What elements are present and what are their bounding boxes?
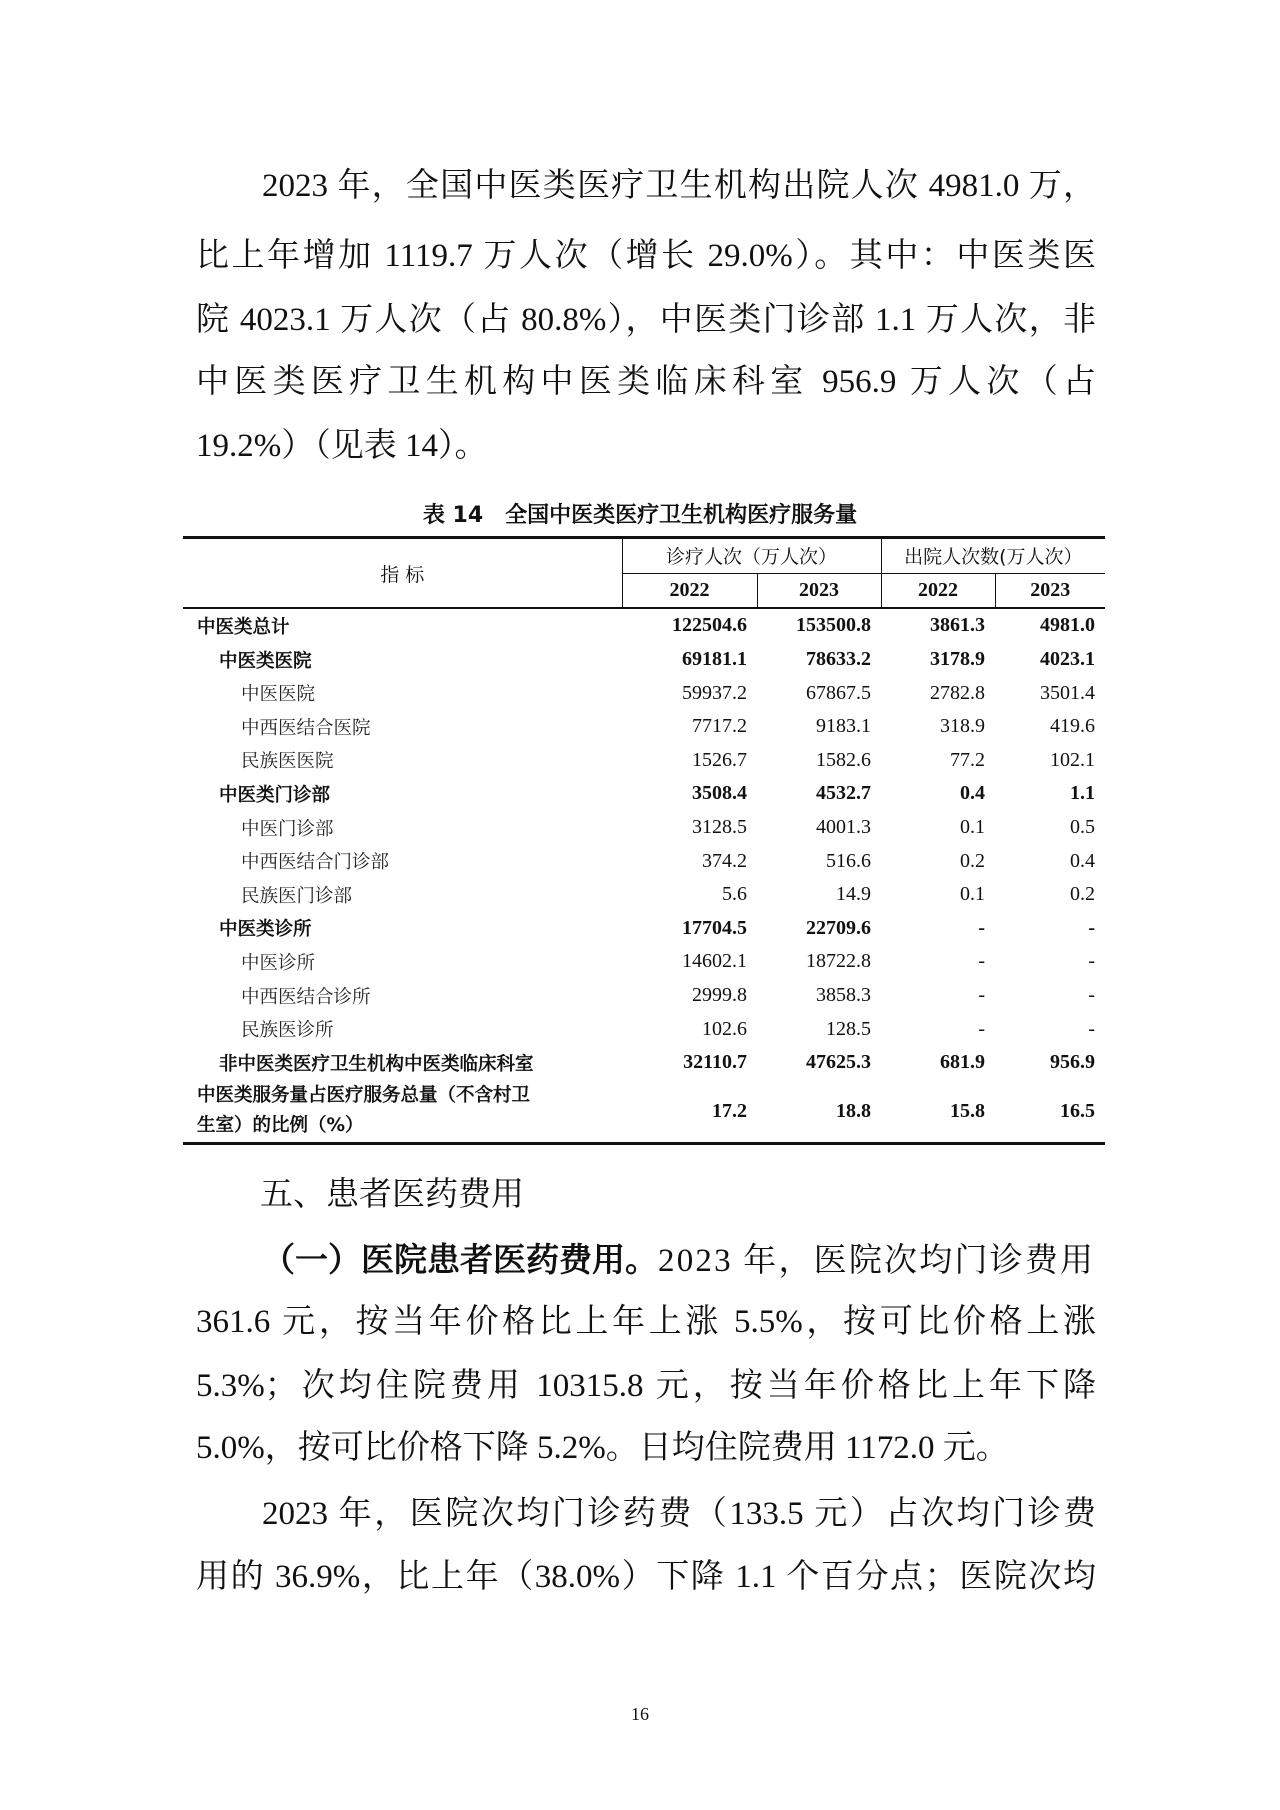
table-row bbox=[183, 777, 1105, 811]
row-label: 中西医结合医院 bbox=[241, 717, 371, 739]
cell-value: 102.1 bbox=[1050, 748, 1096, 771]
cell-value: 18722.8 bbox=[806, 950, 872, 973]
header-year: 2023 bbox=[995, 573, 1105, 608]
cell-value: 4001.3 bbox=[816, 816, 872, 839]
table-row bbox=[183, 676, 1105, 710]
cell-value: 78633.2 bbox=[806, 648, 872, 671]
text-line: 5.3%；次均住院费用 10315.8 元，按当年价格比上年下降 bbox=[196, 1368, 1096, 1404]
header-indicator: 指 标 bbox=[183, 538, 622, 609]
cell-value: 3501.4 bbox=[1040, 681, 1096, 704]
table-row bbox=[183, 710, 1105, 744]
cell-value: 128.5 bbox=[826, 1017, 872, 1040]
text-line: 用的 36.9%，比上年（38.0%）下降 1.1 个百分点；医院次均 bbox=[196, 1559, 1096, 1595]
cell-value: 67867.5 bbox=[806, 681, 872, 704]
table-row bbox=[183, 744, 1105, 778]
cell-value: 14602.1 bbox=[682, 950, 747, 973]
page-number: 16 bbox=[631, 1704, 649, 1724]
cell-value: 3858.3 bbox=[816, 984, 872, 1007]
header-year: 2023 bbox=[757, 573, 881, 608]
row-label-line: 生室）的比例（%） bbox=[197, 1114, 364, 1136]
table-row bbox=[183, 844, 1105, 878]
text-span: 2023 年，医院次均门诊费用 bbox=[658, 1243, 1096, 1279]
cell-value: 102.6 bbox=[702, 1017, 747, 1040]
cell-value: 0.5 bbox=[1070, 816, 1096, 839]
header-group-visits: 诊疗人次（万人次） bbox=[622, 538, 881, 574]
cell-value: 77.2 bbox=[950, 748, 986, 771]
cell-value: 153500.8 bbox=[796, 614, 872, 637]
table-row bbox=[183, 811, 1105, 845]
cell-value: 59937.2 bbox=[682, 681, 747, 704]
row-label: 中医门诊部 bbox=[241, 818, 334, 840]
row-label: 民族医医院 bbox=[241, 751, 334, 773]
header-year: 2022 bbox=[622, 573, 757, 608]
cell-value: 17.2 bbox=[622, 1080, 757, 1144]
cell-value: - bbox=[1088, 950, 1096, 973]
table-row bbox=[183, 912, 1105, 946]
cell-value: 1582.6 bbox=[816, 748, 872, 771]
text-line bbox=[262, 1240, 1096, 1281]
row-label: 中医类诊所 bbox=[219, 919, 312, 941]
cell-value: - bbox=[978, 1017, 986, 1040]
cell-value: 4532.7 bbox=[816, 782, 872, 805]
row-label: 中医类医院 bbox=[219, 650, 312, 672]
cell-value: 0.1 bbox=[960, 816, 986, 839]
header-group-discharges: 出院人次数(万人次） bbox=[881, 538, 1105, 574]
cell-value: 0.2 bbox=[960, 849, 986, 872]
cell-value: - bbox=[978, 984, 986, 1007]
section-heading: 五、患者医药费用 bbox=[260, 1174, 524, 1213]
text-line: 中医类医疗卫生机构中医类临床科室 956.9 万人次（占 bbox=[196, 364, 1096, 400]
service-volume-table bbox=[183, 536, 1105, 1145]
row-label bbox=[183, 1080, 622, 1144]
cell-value: 3861.3 bbox=[930, 614, 986, 637]
row-label: 中医类总计 bbox=[197, 616, 290, 638]
row-label: 民族医门诊部 bbox=[241, 885, 353, 907]
cell-value: 2782.8 bbox=[930, 681, 986, 704]
table-row bbox=[183, 1080, 1105, 1144]
row-label: 中西医结合门诊部 bbox=[241, 852, 390, 874]
cell-value: - bbox=[1088, 916, 1096, 939]
cell-value: 32110.7 bbox=[683, 1051, 747, 1074]
table-row bbox=[183, 1046, 1105, 1080]
subsection-title: （一）医院患者医药费用。 bbox=[262, 1240, 658, 1279]
text-line: 比上年增加 1119.7 万人次（增长 29.0%）。其中：中医类医 bbox=[196, 238, 1096, 274]
cell-value: 18.8 bbox=[757, 1080, 881, 1144]
cell-value: 16.5 bbox=[995, 1080, 1105, 1144]
row-label: 中医诊所 bbox=[241, 952, 316, 974]
cell-value: 15.8 bbox=[881, 1080, 995, 1144]
cell-value: 318.9 bbox=[940, 715, 986, 738]
text-line: 5.0%，按可比价格下降 5.2%。日均住院费用 1172.0 元。 bbox=[196, 1430, 1009, 1466]
cell-value: 3178.9 bbox=[930, 648, 986, 671]
cell-value: - bbox=[1088, 984, 1096, 1007]
cell-value: 9183.1 bbox=[816, 715, 872, 738]
cell-value: 956.9 bbox=[1050, 1051, 1096, 1074]
header-year: 2022 bbox=[881, 573, 995, 608]
cell-value: 14.9 bbox=[836, 883, 872, 906]
cell-value: 0.4 bbox=[1070, 849, 1096, 872]
row-label: 中西医结合诊所 bbox=[241, 986, 371, 1008]
cell-value: 5.6 bbox=[722, 883, 747, 906]
cell-value: 3128.5 bbox=[692, 816, 747, 839]
cell-value: - bbox=[978, 916, 986, 939]
cell-value: 122504.6 bbox=[672, 614, 747, 637]
cell-value: 22709.6 bbox=[806, 916, 872, 939]
table-row bbox=[183, 1012, 1105, 1046]
row-label: 民族医诊所 bbox=[241, 1020, 334, 1042]
cell-value: 0.1 bbox=[960, 883, 986, 906]
text-line: 2023 年，全国中医类医疗卫生机构出院人次 4981.0 万， bbox=[262, 168, 1097, 204]
cell-value: 69181.1 bbox=[682, 648, 747, 671]
text-line: 院 4023.1 万人次（占 80.8%），中医类门诊部 1.1 万人次，非 bbox=[196, 302, 1096, 338]
row-label-line: 中医类服务量占医疗服务总量（不含村卫 bbox=[197, 1084, 531, 1106]
cell-value: - bbox=[1088, 1017, 1096, 1040]
cell-value: 681.9 bbox=[940, 1051, 986, 1074]
cell-value: 7717.2 bbox=[692, 715, 747, 738]
text-line: 2023 年，医院次均门诊药费（133.5 元）占次均门诊费 bbox=[262, 1496, 1096, 1532]
cell-value: 4981.0 bbox=[1040, 614, 1096, 637]
cell-value: 47625.3 bbox=[806, 1051, 872, 1074]
table-caption: 表 14 全国中医类医疗卫生机构医疗服务量 bbox=[422, 503, 858, 528]
row-label: 非中医类医疗卫生机构中医类临床科室 bbox=[219, 1053, 534, 1075]
cell-value: 1526.7 bbox=[692, 748, 747, 771]
table-row bbox=[183, 878, 1105, 912]
table-row bbox=[183, 608, 1105, 643]
text-line: 19.2%）（见表 14）。 bbox=[196, 428, 488, 464]
cell-value: 0.2 bbox=[1070, 883, 1096, 906]
table-row bbox=[183, 643, 1105, 677]
cell-value: - bbox=[978, 950, 986, 973]
table-row bbox=[183, 945, 1105, 979]
text-line: 361.6 元，按当年价格比上年上涨 5.5%，按可比价格上涨 bbox=[196, 1304, 1096, 1340]
cell-value: 0.4 bbox=[960, 782, 986, 805]
cell-value: 516.6 bbox=[826, 849, 872, 872]
row-label: 中医医院 bbox=[241, 684, 316, 706]
cell-value: 374.2 bbox=[702, 849, 747, 872]
cell-value: 4023.1 bbox=[1040, 648, 1096, 671]
row-label: 中医类门诊部 bbox=[219, 784, 331, 806]
cell-value: 1.1 bbox=[1070, 782, 1096, 805]
table-row bbox=[183, 979, 1105, 1013]
cell-value: 2999.8 bbox=[692, 984, 747, 1007]
cell-value: 419.6 bbox=[1050, 715, 1096, 738]
cell-value: 3508.4 bbox=[692, 782, 747, 805]
cell-value: 17704.5 bbox=[682, 916, 747, 939]
